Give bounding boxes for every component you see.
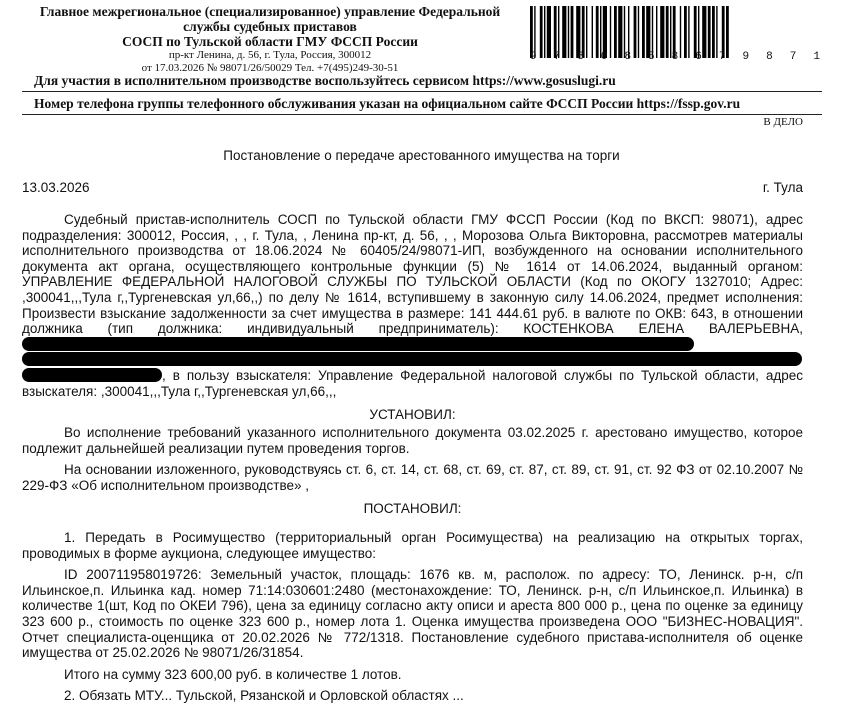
document-date: 13.03.2026 <box>22 180 90 195</box>
intro-tail: , в пользу взыскателя: Управление Федеральной налоговой службы по Тульской области, адрес взыскателя: ,300041,,,Тула г,,Тургеневская ул,66,,, <box>22 367 803 399</box>
resolution-p3: 2. Обязать МТУ... Тульской, Рязанской и Орловской областях ... <box>64 688 464 704</box>
issuer-header <box>22 4 518 75</box>
barcode-digit: 7 <box>553 51 561 63</box>
org-line-1: Главное межрегиональное (специализированное) управление Федеральной <box>39 4 501 19</box>
divider <box>22 114 822 115</box>
phone-notice: Номер телефона группы телефонного обслуживания указан на официальном сайте ФССП России https://fssp.gov.ru <box>34 96 741 111</box>
divider <box>22 91 822 92</box>
established-section <box>22 425 803 493</box>
document-title: Постановление о передаче арестованного имущества на торги <box>223 148 620 163</box>
resolution-p1: 1. Передать в Росимущество (территориальный орган Росимущества) на реализацию на открытых торгах, проводимых в форме аукциона, следующее имущество: <box>22 530 803 561</box>
barcode-digit: 8 <box>671 51 679 63</box>
barcode-digit: 1 <box>813 51 820 63</box>
redaction-mask <box>22 368 162 382</box>
heading-ustanovil: УСТАНОВИЛ: <box>369 407 456 422</box>
org-line-3: СОСП по Тульской области ГМУ ФССП России <box>122 34 418 49</box>
barcode-digits <box>530 51 820 63</box>
barcode-digit: 0 <box>600 51 608 63</box>
barcode-digit: 8 <box>577 51 584 63</box>
org-address: пр-кт Ленина, д. 56, г. Тула, Россия, 300012 <box>168 49 372 61</box>
v-delo-mark: В ДЕЛО <box>763 116 803 128</box>
redaction-mask <box>22 352 802 366</box>
barcode-digit: 5 <box>648 51 655 63</box>
barcode-digit: 6 <box>695 51 702 63</box>
resolution-section <box>22 530 803 704</box>
resolution-p2: ID 200711958019726: Земельный участок, площадь: 1676 кв. м, располож. по адресу: ТО, Ленинск. р-н, с/п Ильинское,п. Ильинка кад. номер 71:14:030601:2480 (местонахождение: ТО, Ленинск. р-н, с/п Ильинское,п. Ильинка) в количестве 1(шт, Код по ОКЕИ 796), цена за единицу согласно акту описи и ареста 800 000 р., цена по оценке за единицу 323 600 р., стоимость по оценке 323 600 р., номер лота 1. Оценка имущества произведена ООО "БИЗНЕС-НОВАЦИЯ". Отчет специалиста-оценщика от 20.02.2026 № 772/1318. Постановление судебного пристава-исполнителя об оценке имущества от 25.02.2026 № 98071/26/31854. <box>22 567 803 661</box>
gosuslugi-notice: Для участия в исполнительном производстве воспользуйтесь сервисом https://www.gosuslugi.ru <box>34 73 616 88</box>
heading-postanovil: ПОСТАНОВИЛ: <box>363 501 462 516</box>
barcode-digit: 9 <box>742 51 750 63</box>
intro-paragraph <box>22 212 803 399</box>
intro-text: Судебный пристав-исполнитель СОСП по Тульской области ГМУ ФССП России (Код по ВКСП: 98071), адрес подразделения: 300012, Россия, , , г. Тула, , Ленина пр-кт, д. 56, , , Морозова Ольга Викторовна, рассмотрев материалы исполнительного производства от 18.06.2024 № 60405/24/98071-ИП, возбужденного на основании исполнительного документа акт органа, осуществляющего контрольные функции (5) № 1614 от 14.06.2024, выданный органом: УПРАВЛЕНИЕ ФЕДЕРАЛЬНОЙ НАЛОГОВОЙ СЛУЖБЫ ПО ТУЛЬСКОЙ ОБЛАСТИ (Код по ОКОГУ 1327010; Адрес: ,300041,,,Тула г,,Тургеневская ул,66,,) по делу № 1614, вступившему в законную силу 14.06.2024, предмет исполнения: Произвести взыскание задолженности за счет имущества в размере: 141 444.61 руб. в валюте по ОКВ: 643, в отношении должника (тип должника: индивидуальный предприниматель): КОСТЕНКОВА ЕЛЕНА ВАЛЕРЬЕВНА, <box>22 212 803 337</box>
established-p2: На основании изложенного, руководствуясь ст. 6, ст. 14, ст. 68, ст. 69, ст. 87, ст. 89, ст. 91, ст. 92 ФЗ от 02.10.2007 № 229-ФЗ «Об исполнительном производстве» , <box>22 462 803 493</box>
resolution-total: Итого на сумму 323 600,00 руб. в количестве 1 лотов. <box>64 666 402 682</box>
barcode-digit: 8 <box>624 51 632 63</box>
doc-ref: от 17.03.2026 № 98071/26/50029 Тел. +7(495)249-30-51 <box>141 62 399 74</box>
established-p1: Во исполнение требований указанного исполнительного документа 03.02.2025 г. арестовано имущество, которое подлежит дальнейшей реализации путем проведения торгов. <box>22 425 803 456</box>
barcode-digit: 8 <box>766 51 773 63</box>
org-line-2: службы судебных приставов <box>183 19 357 34</box>
barcode-digit: 7 <box>789 51 797 63</box>
barcode-digit: 7 <box>718 51 726 63</box>
document-city: г. Тула <box>762 180 803 195</box>
redaction-mask <box>22 337 694 351</box>
barcode-digit: 9 <box>530 51 537 63</box>
